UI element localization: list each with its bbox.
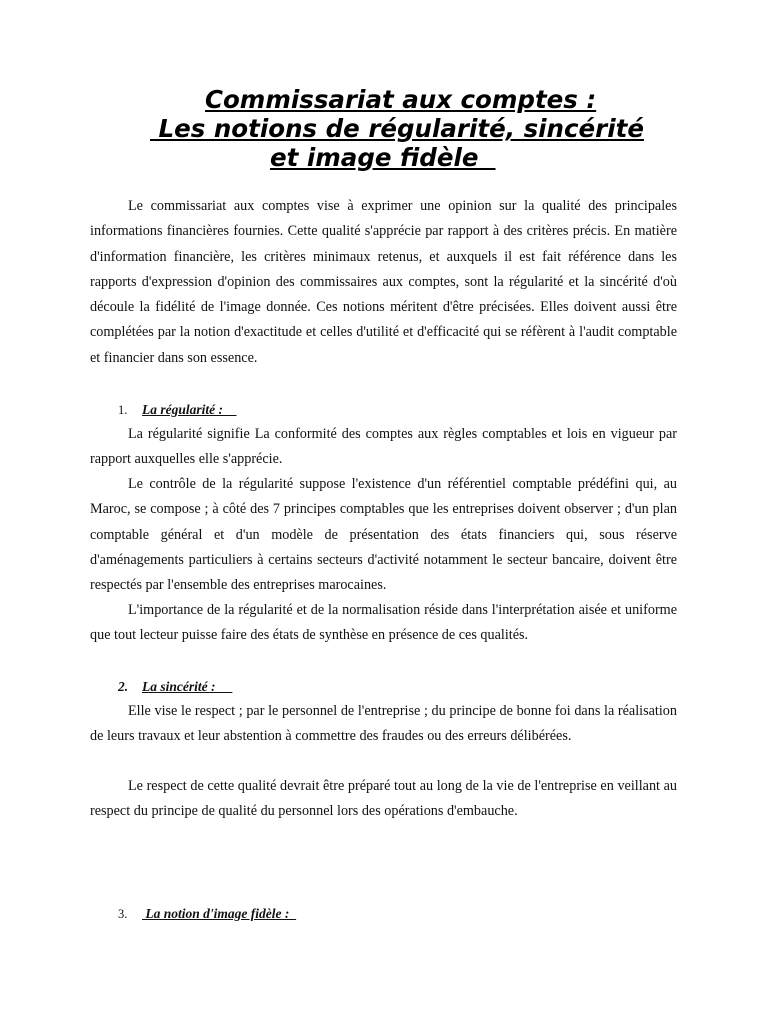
- paragraph: Le contrôle de la régularité suppose l'existence d'un référentiel comptable prédéfini qui, au Maroc, se compose ; à côté des 7 principes comptables que les entreprises doivent observer ; d'un plan comptable général et d'un modèle de présentation des états financiers qui, sous réserve d'aménagements particuliers à certains secteurs d'activité notamment le secteur bancaire, doivent être respectés par l'ensemble des entreprises marocaines.: [90, 476, 677, 594]
- paragraph: La régularité signifie La conformité des comptes aux règles comptables et lois en vigueur par rapport auxquelles elle s'apprécie.: [90, 426, 677, 468]
- title-line-2: Les notions de régularité, sincérité: [150, 114, 644, 143]
- paragraph: Elle vise le respect ; par le personnel de l'entreprise ; du principe de bonne foi dans la réalisation de leurs travaux et leur abstention à commettre des fraudes ou des erreurs délibérées.: [90, 703, 677, 745]
- title-line-3: et image fidèle: [270, 143, 496, 172]
- section-title: La notion d'image fidèle :: [142, 906, 297, 921]
- section-number: 2.: [118, 679, 129, 694]
- paragraph: Le respect de cette qualité devrait être préparé tout au long de la vie de l'entreprise en veillant au respect du principe de qualité du personnel lors des opérations d'embauche.: [90, 778, 677, 820]
- title-line-1: Commissariat aux comptes :: [205, 85, 597, 114]
- paragraph: L'importance de la régularité et de la normalisation réside dans l'interprétation aisée et uniforme que tout lecteur puisse faire des états de synthèse en présence de ces qualités.: [90, 602, 677, 644]
- section-number: 1.: [118, 403, 128, 417]
- section-title: La sincérité :: [142, 679, 233, 694]
- section-title: La régularité :: [142, 402, 237, 417]
- intro-paragraph: Le commissariat aux comptes vise à exprimer une opinion sur la qualité des principales informations financières fournies. Cette qualité s'apprécie par rapport à des critères précis. En matière d'information financière, les critères minimaux retenus, et auxquels il est fait référence dans les rapports d'expression d'opinion des commissaires aux comptes, sont la régularité et la sincérité d'où découle la fidélité de l'image donnée. Ces notions méritent d'être précisées. Elles doivent aussi être complétées par la notion d'exactitude et celles d'utilité et d'efficacité qui se réfèrent à l'audit comptable et financier dans son essence.: [90, 198, 677, 366]
- section-number: 3.: [118, 907, 128, 921]
